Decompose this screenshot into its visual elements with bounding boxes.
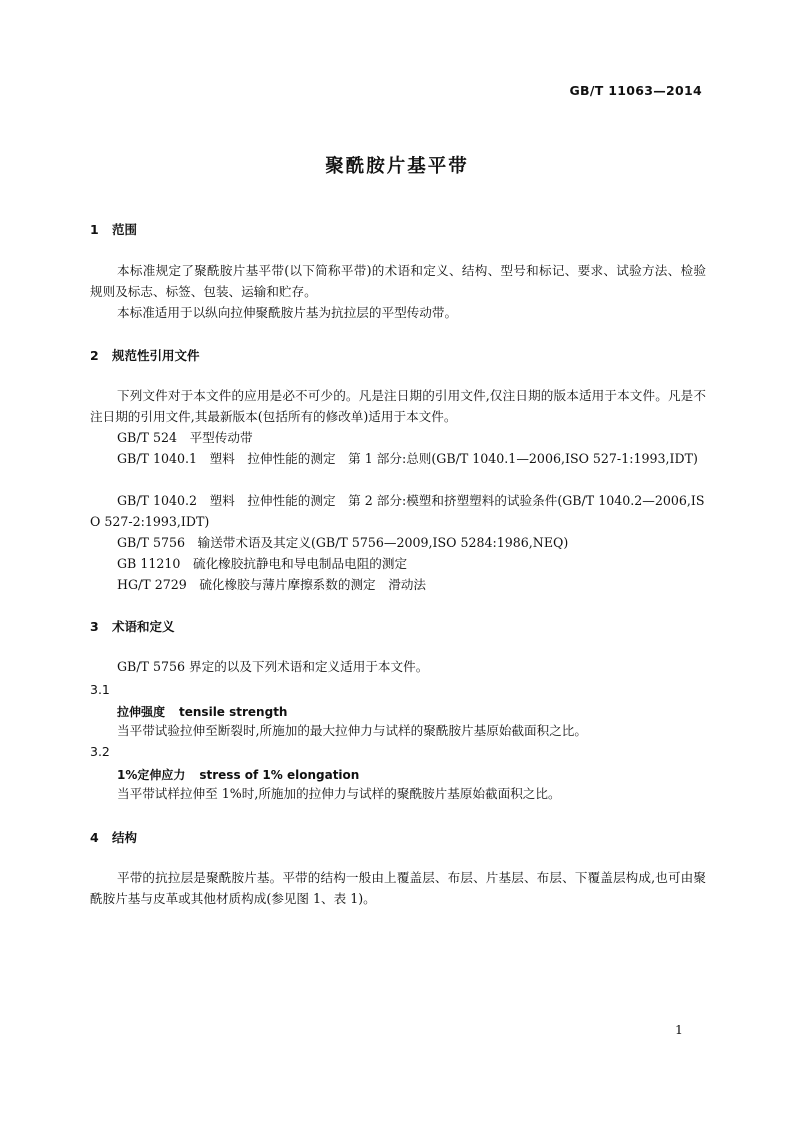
reference-item: GB/T 1040.2 塑料 拉伸性能的测定 第 2 部分:模塑和挤塑塑料的试验条件(GB/T 1040.2—2006,ISO 527-2:1993,IDT) <box>90 493 705 529</box>
section-1-heading <box>90 220 137 238</box>
section-2-intro: 下列文件对于本文件的应用是必不可少的。凡是注日期的引用文件,仅注日期的版本适用于本文件。凡是不注日期的引用文件,其最新版本(包括所有的修改单)适用于本文件。 <box>90 388 706 424</box>
section-number: 3 <box>90 619 99 634</box>
reference-item: HG/T 2729 硫化橡胶与薄片摩擦系数的测定 滑动法 <box>117 577 427 592</box>
section-3-intro: GB/T 5756 界定的以及下列术语和定义适用于本文件。 <box>117 659 429 674</box>
term-definition: 当平带试样拉伸至 1%时,所施加的拉伸力与试样的聚酰胺片基原始截面积之比。 <box>117 786 561 801</box>
reference-item: GB/T 524 平型传动带 <box>117 430 253 445</box>
section-3-heading <box>90 617 175 635</box>
reference-item: GB 11210 硫化橡胶抗静电和导电制品电阻的测定 <box>117 556 408 571</box>
term-number: 3.1 <box>90 682 110 697</box>
page-number: 1 <box>675 1022 683 1037</box>
reference-item: GB/T 1040.1 塑料 拉伸性能的测定 第 1 部分:总则(GB/T 1040.1—2006,ISO 527-1:1993,IDT) <box>117 451 698 466</box>
term-definition: 当平带试验拉伸至断裂时,所施加的最大拉伸力与试样的聚酰胺片基原始截面积之比。 <box>117 723 587 738</box>
section-1-paragraph: 本标准适用于以纵向拉伸聚酰胺片基为抗拉层的平型传动带。 <box>117 305 458 320</box>
section-title: 范围 <box>112 222 138 237</box>
section-4-heading <box>90 828 137 846</box>
section-title: 结构 <box>112 830 138 845</box>
section-4-paragraph: 平带的抗拉层是聚酰胺片基。平带的结构一般由上覆盖层、布层、片基层、布层、下覆盖层构成,也可由聚酰胺片基与皮革或其他材质构成(参见图 1、表 1)。 <box>90 870 706 906</box>
term-title <box>117 703 287 720</box>
section-2-heading <box>90 346 200 364</box>
section-title: 术语和定义 <box>112 619 175 634</box>
section-title: 规范性引用文件 <box>112 348 200 363</box>
reference-item: GB/T 5756 输送带术语及其定义(GB/T 5756—2009,ISO 5284:1986,NEQ) <box>117 535 569 550</box>
document-title: 聚酰胺片基平带 <box>325 156 469 177</box>
section-number: 1 <box>90 222 99 237</box>
section-1-paragraph: 本标准规定了聚酰胺片基平带(以下简称平带)的术语和定义、结构、型号和标记、要求、试验方法、检验规则及标志、标签、包装、运输和贮存。 <box>90 263 706 299</box>
term-zh: 拉伸强度 <box>117 705 166 719</box>
term-number: 3.2 <box>90 744 110 759</box>
term-en: stress of 1% elongation <box>199 768 360 782</box>
term-en: tensile strength <box>179 705 288 719</box>
standard-code: GB/T 11063—2014 <box>569 83 702 98</box>
section-number: 4 <box>90 830 99 845</box>
term-zh: 1%定伸应力 <box>117 768 186 782</box>
term-title <box>117 766 359 783</box>
section-number: 2 <box>90 348 99 363</box>
